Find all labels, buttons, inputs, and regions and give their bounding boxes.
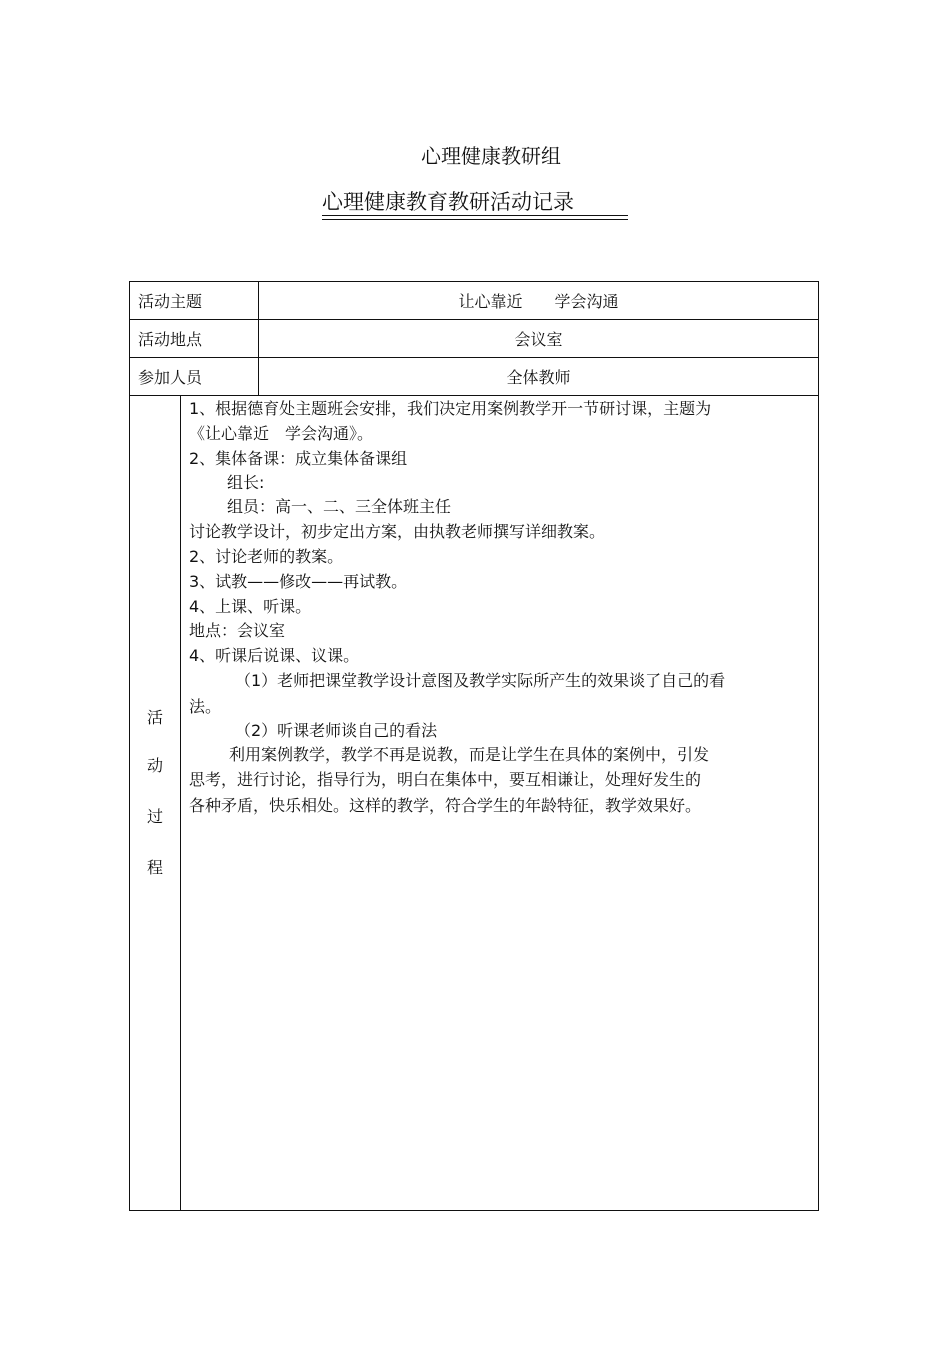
process-label-char: 程	[146, 858, 163, 877]
process-line: 2、讨论老师的教案。	[189, 547, 344, 566]
process-line: 组员：高一、二、三全体班主任	[227, 497, 452, 516]
process-label-char: 动	[146, 756, 163, 775]
theme-label: 活动主题	[130, 282, 259, 319]
process-line: 讨论教学设计，初步定出方案，由执教老师撰写详细教案。	[189, 522, 606, 541]
record-title: 心理健康教育教研活动记录	[322, 190, 574, 214]
process-line: 2、集体备课：成立集体备课组	[189, 449, 408, 468]
process-line: 4、上课、听课。	[189, 597, 312, 616]
record-title-block	[322, 188, 628, 220]
title-underline-bottom	[322, 219, 628, 220]
participants-value: 全体教师	[506, 368, 571, 387]
process-line: 3、试教——修改——再试教。	[189, 572, 408, 591]
process-line: 组长:	[227, 473, 265, 492]
process-label	[130, 396, 181, 1210]
process-line: 各种矛盾，快乐相处。这样的教学，符合学生的年龄特征，教学效果好。	[189, 796, 702, 815]
activity-record-table	[129, 281, 819, 1211]
group-title: 心理健康教研组	[421, 144, 561, 168]
process-label-char: 过	[146, 807, 163, 826]
process-line: 《让心靠近 学会沟通》。	[189, 424, 374, 443]
theme-row	[130, 282, 818, 320]
process-line: 思考，进行讨论，指导行为，明白在集体中，要互相谦让，处理好发生的	[189, 770, 702, 789]
location-value: 会议室	[514, 330, 563, 349]
process-line: 法。	[189, 697, 222, 716]
location-label: 活动地点	[130, 320, 259, 357]
participants-row	[130, 358, 818, 396]
process-line: 利用案例教学，教学不再是说教，而是让学生在具体的案例中，引发	[229, 745, 710, 764]
process-line: （1）老师把课堂教学设计意图及教学实际所产生的效果谈了自己的看	[235, 671, 726, 690]
participants-label: 参加人员	[130, 358, 259, 395]
process-line: 地点：会议室	[189, 621, 286, 640]
process-line: （2）听课老师谈自己的看法	[235, 721, 438, 740]
title-underline-top	[322, 215, 628, 216]
process-label-char: 活	[146, 708, 163, 727]
location-row	[130, 320, 818, 358]
theme-value: 让心靠近 学会沟通	[458, 292, 619, 311]
process-line: 1、根据德育处主题班会安排，我们决定用案例教学开一节研讨课，主题为	[189, 399, 712, 418]
process-line: 4、听课后说课、议课。	[189, 646, 360, 665]
process-row	[130, 396, 818, 1210]
